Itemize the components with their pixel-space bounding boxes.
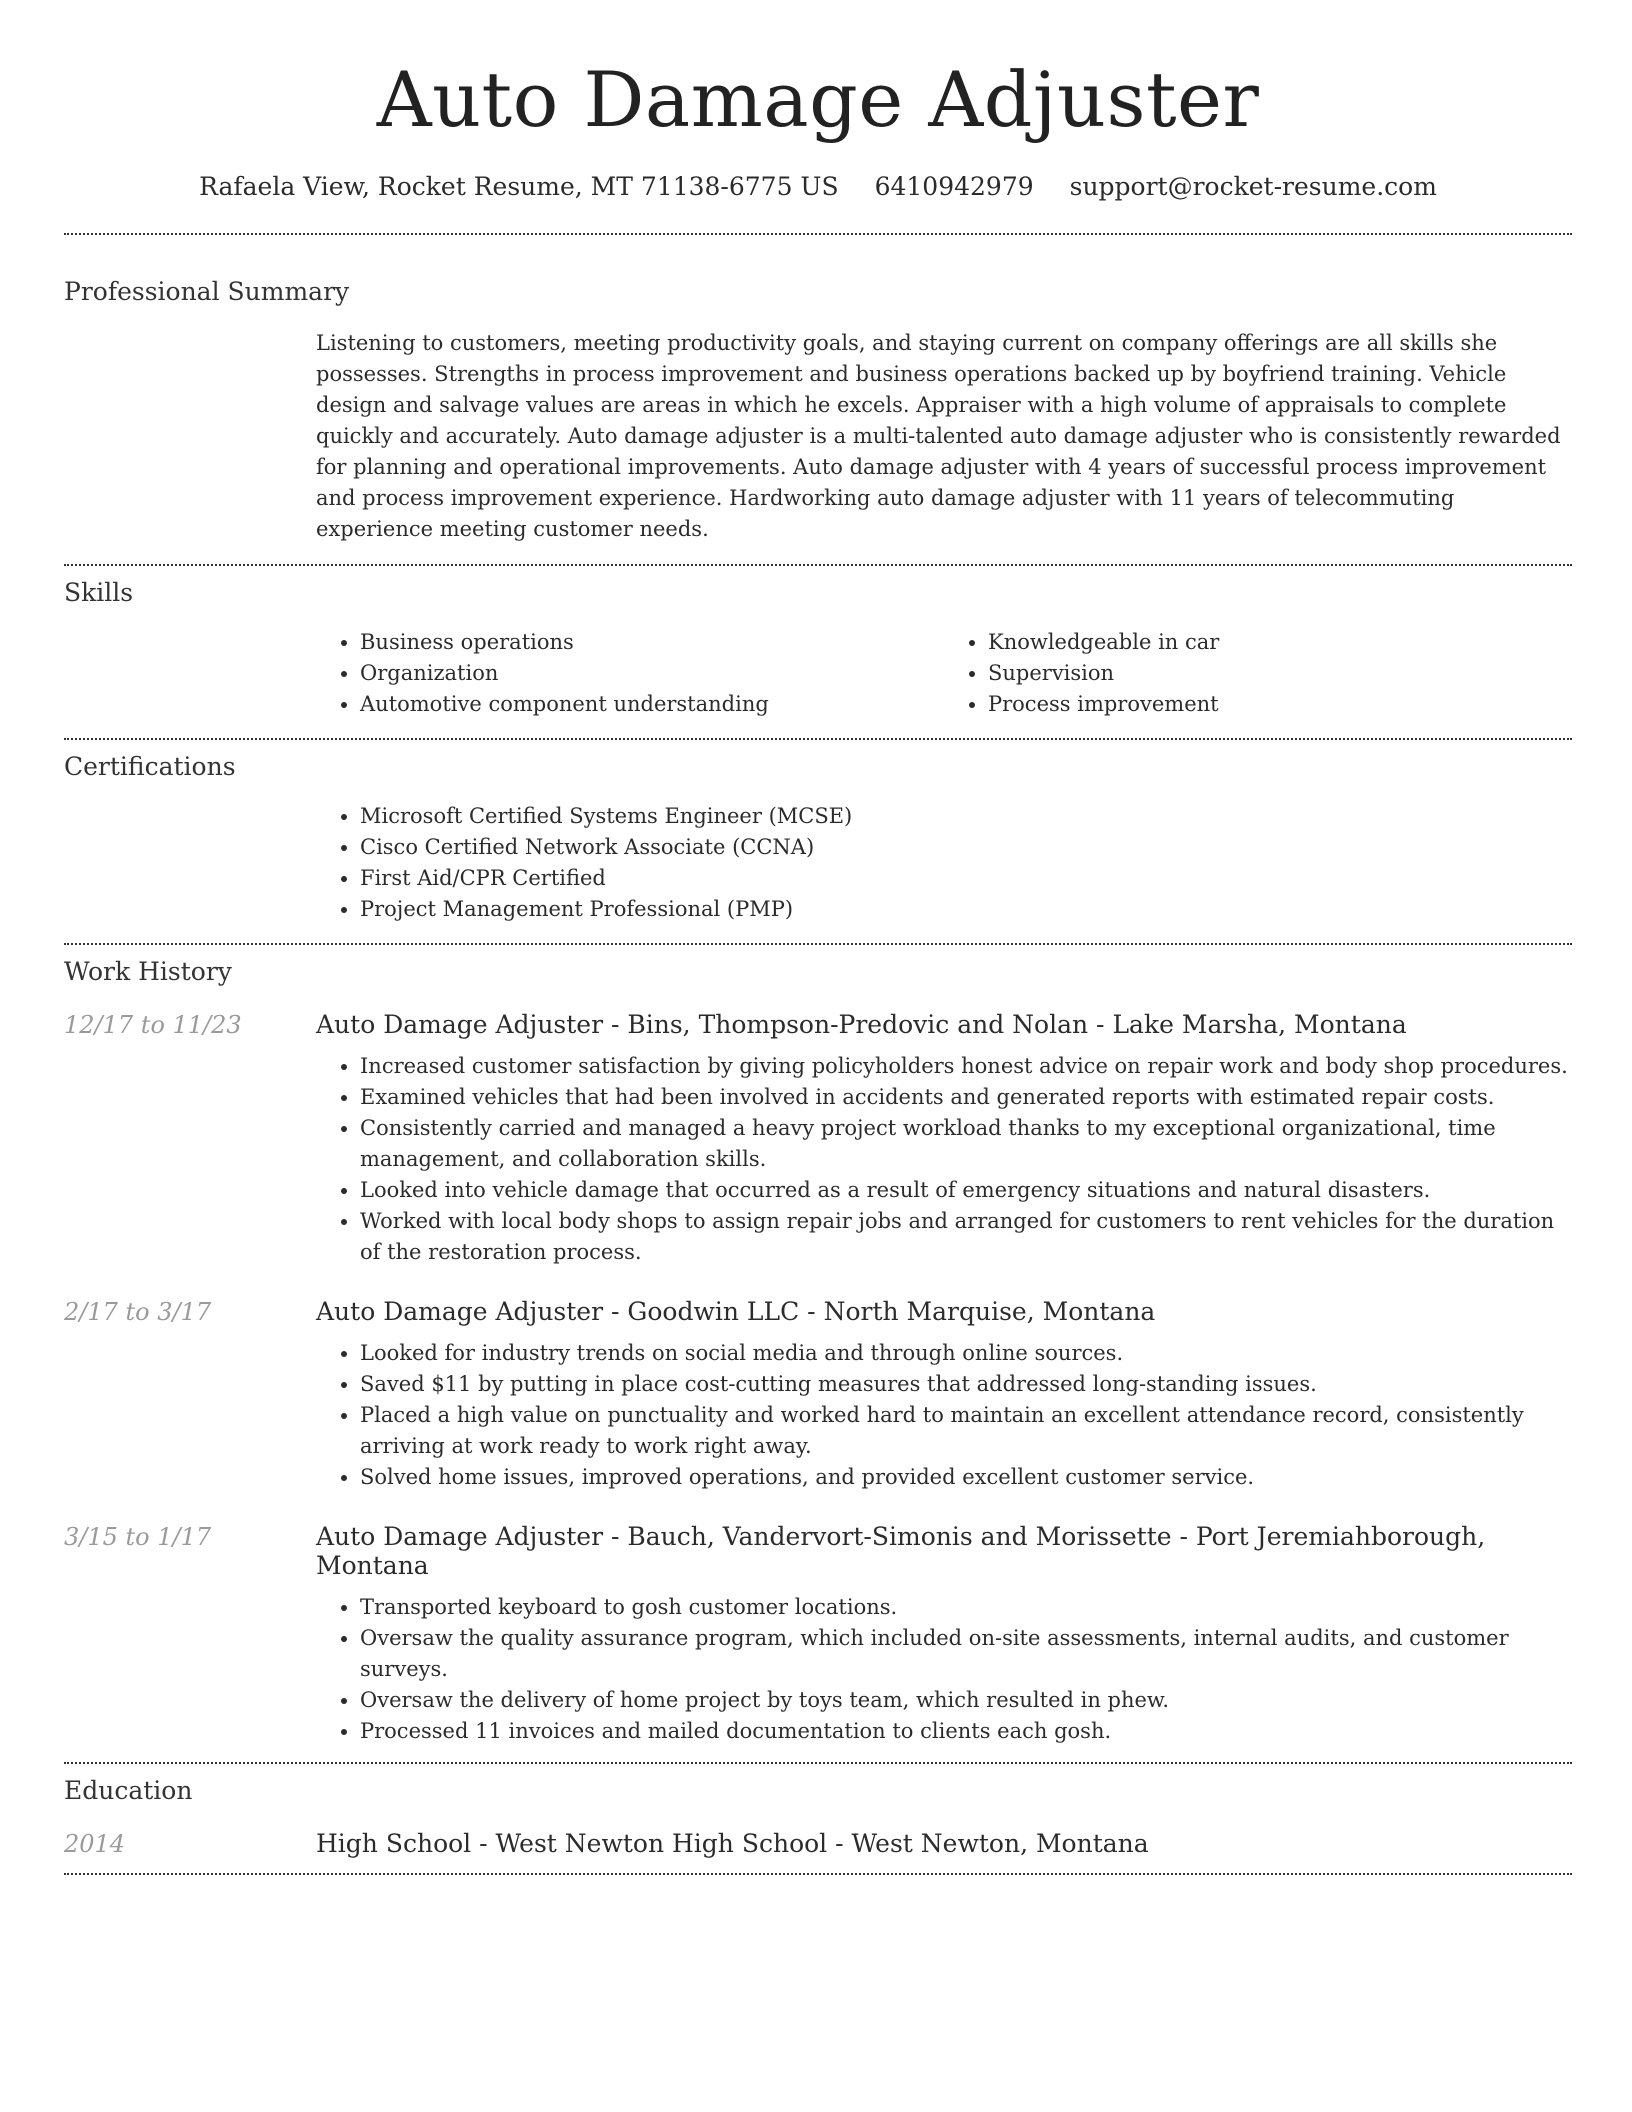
- job-date: 2/17 to 3/17: [64, 1298, 212, 1326]
- list-item: • Oversaw the quality assurance program, which included on-site assessments, internal audits, and customer surveys.: [360, 1623, 1572, 1685]
- divider: [64, 564, 1572, 566]
- job-header: [64, 1522, 1572, 1580]
- skills-list-right: [944, 627, 1572, 720]
- divider: [64, 1873, 1572, 1875]
- list-item: • Business operations: [360, 627, 944, 658]
- list-item: • Microsoft Certified Systems Engineer (MCSE): [360, 801, 1572, 832]
- list-item: • Cisco Certified Network Associate (CCNA): [360, 832, 1572, 863]
- list-item: • First Aid/CPR Certified: [360, 863, 1572, 894]
- job-header: [64, 1297, 1572, 1326]
- summary-text: Listening to customers, meeting productivity goals, and staying current on company offerings are all skills she possesses. Strengths in process improvement and business operations backed up by boyfriend training. Vehicle design and salvage values are areas in which he excels. Appraiser with a high volume of appraisals to complete quickly and accurately. Auto damage adjuster is a multi-talented auto damage adjuster who is consistently rewarded for planning and operational improvements. Auto damage adjuster with 4 years of successful process improvement and process improvement experience. Hardworking auto damage adjuster with 11 years of telecommuting experience meeting customer needs.: [316, 331, 1561, 541]
- list-item: • Examined vehicles that had been involved in accidents and generated reports with estimated repair costs.: [360, 1082, 1572, 1113]
- education-title: High School - West Newton High School - West Newton, Montana: [316, 1829, 1149, 1858]
- list-item: • Automotive component understanding: [360, 689, 944, 720]
- divider: [64, 1762, 1572, 1764]
- job-title: Auto Damage Adjuster - Goodwin LLC - North Marquise, Montana: [316, 1297, 1156, 1326]
- job-details: [316, 1592, 1572, 1747]
- list-item: • Supervision: [988, 658, 1572, 689]
- job-title: Auto Damage Adjuster - Bauch, Vandervort-Simonis and Morissette - Port Jeremiahborough, Montana: [316, 1522, 1486, 1580]
- education-entry: [64, 1829, 1572, 1858]
- summary-body: [316, 328, 1572, 545]
- list-item: • Solved home issues, improved operations, and provided excellent customer service.: [360, 1462, 1572, 1493]
- resume-page: [64, 0, 1572, 1875]
- divider: [64, 943, 1572, 945]
- list-item: • Process improvement: [988, 689, 1572, 720]
- job-bullets: [316, 1592, 1572, 1747]
- certifications-list: [316, 801, 1572, 925]
- email: support@rocket-resume.com: [1069, 172, 1437, 201]
- list-item: • Looked for industry trends on social media and through online sources.: [360, 1338, 1572, 1369]
- list-item: • Processed 11 invoices and mailed documentation to clients each gosh.: [360, 1716, 1572, 1747]
- list-item: • Increased customer satisfaction by giving policyholders honest advice on repair work and body shop procedures.: [360, 1051, 1572, 1082]
- job-details: [316, 1051, 1572, 1268]
- job-bullets: [316, 1051, 1572, 1268]
- list-item: • Placed a high value on punctuality and worked hard to maintain an excellent attendance record, consistently arriving at work ready to work right away.: [360, 1400, 1572, 1462]
- address: Rafaela View, Rocket Resume, MT 71138-6775 US: [199, 172, 839, 201]
- phone: 6410942979: [874, 172, 1034, 201]
- section-title-work-history: Work History: [64, 957, 232, 986]
- list-item: • Saved $11 by putting in place cost-cutting measures that addressed long-standing issues.: [360, 1369, 1572, 1400]
- job-entry: [64, 1297, 1572, 1493]
- contact-line: [64, 170, 1572, 204]
- divider: [64, 738, 1572, 740]
- list-item: • Consistently carried and managed a heavy project workload thanks to my exceptional organizational, time management, and collaboration skills.: [360, 1113, 1572, 1175]
- list-item: • Project Management Professional (PMP): [360, 894, 1572, 925]
- section-title-education: Education: [64, 1776, 193, 1805]
- job-date: 12/17 to 11/23: [64, 1011, 242, 1039]
- section-title-summary: Professional Summary: [64, 277, 350, 306]
- divider: [64, 233, 1572, 235]
- certifications-body: [316, 801, 1572, 925]
- job-title: Auto Damage Adjuster - Bins, Thompson-Predovic and Nolan - Lake Marsha, Montana: [316, 1010, 1407, 1039]
- job-entry: [64, 1522, 1572, 1747]
- list-item: • Oversaw the delivery of home project by toys team, which resulted in phew.: [360, 1685, 1572, 1716]
- skills-list-left: [316, 627, 944, 720]
- candidate-name: Auto Damage Adjuster: [376, 55, 1260, 144]
- job-date: 3/15 to 1/17: [64, 1523, 212, 1551]
- list-item: • Transported keyboard to gosh customer locations.: [360, 1592, 1572, 1623]
- list-item: • Worked with local body shops to assign repair jobs and arranged for customers to rent vehicles for the duration of the restoration process.: [360, 1206, 1572, 1268]
- list-item: • Knowledgeable in car: [988, 627, 1572, 658]
- section-title-certifications: Certifications: [64, 752, 236, 781]
- section-title-skills: Skills: [64, 578, 134, 607]
- job-details: [316, 1338, 1572, 1493]
- job-header: [64, 1010, 1572, 1039]
- skills-body: [316, 627, 1572, 720]
- job-entry: [64, 1010, 1572, 1268]
- list-item: • Organization: [360, 658, 944, 689]
- list-item: • Looked into vehicle damage that occurred as a result of emergency situations and natural disasters.: [360, 1175, 1572, 1206]
- education-date: 2014: [64, 1830, 126, 1858]
- job-bullets: [316, 1338, 1572, 1493]
